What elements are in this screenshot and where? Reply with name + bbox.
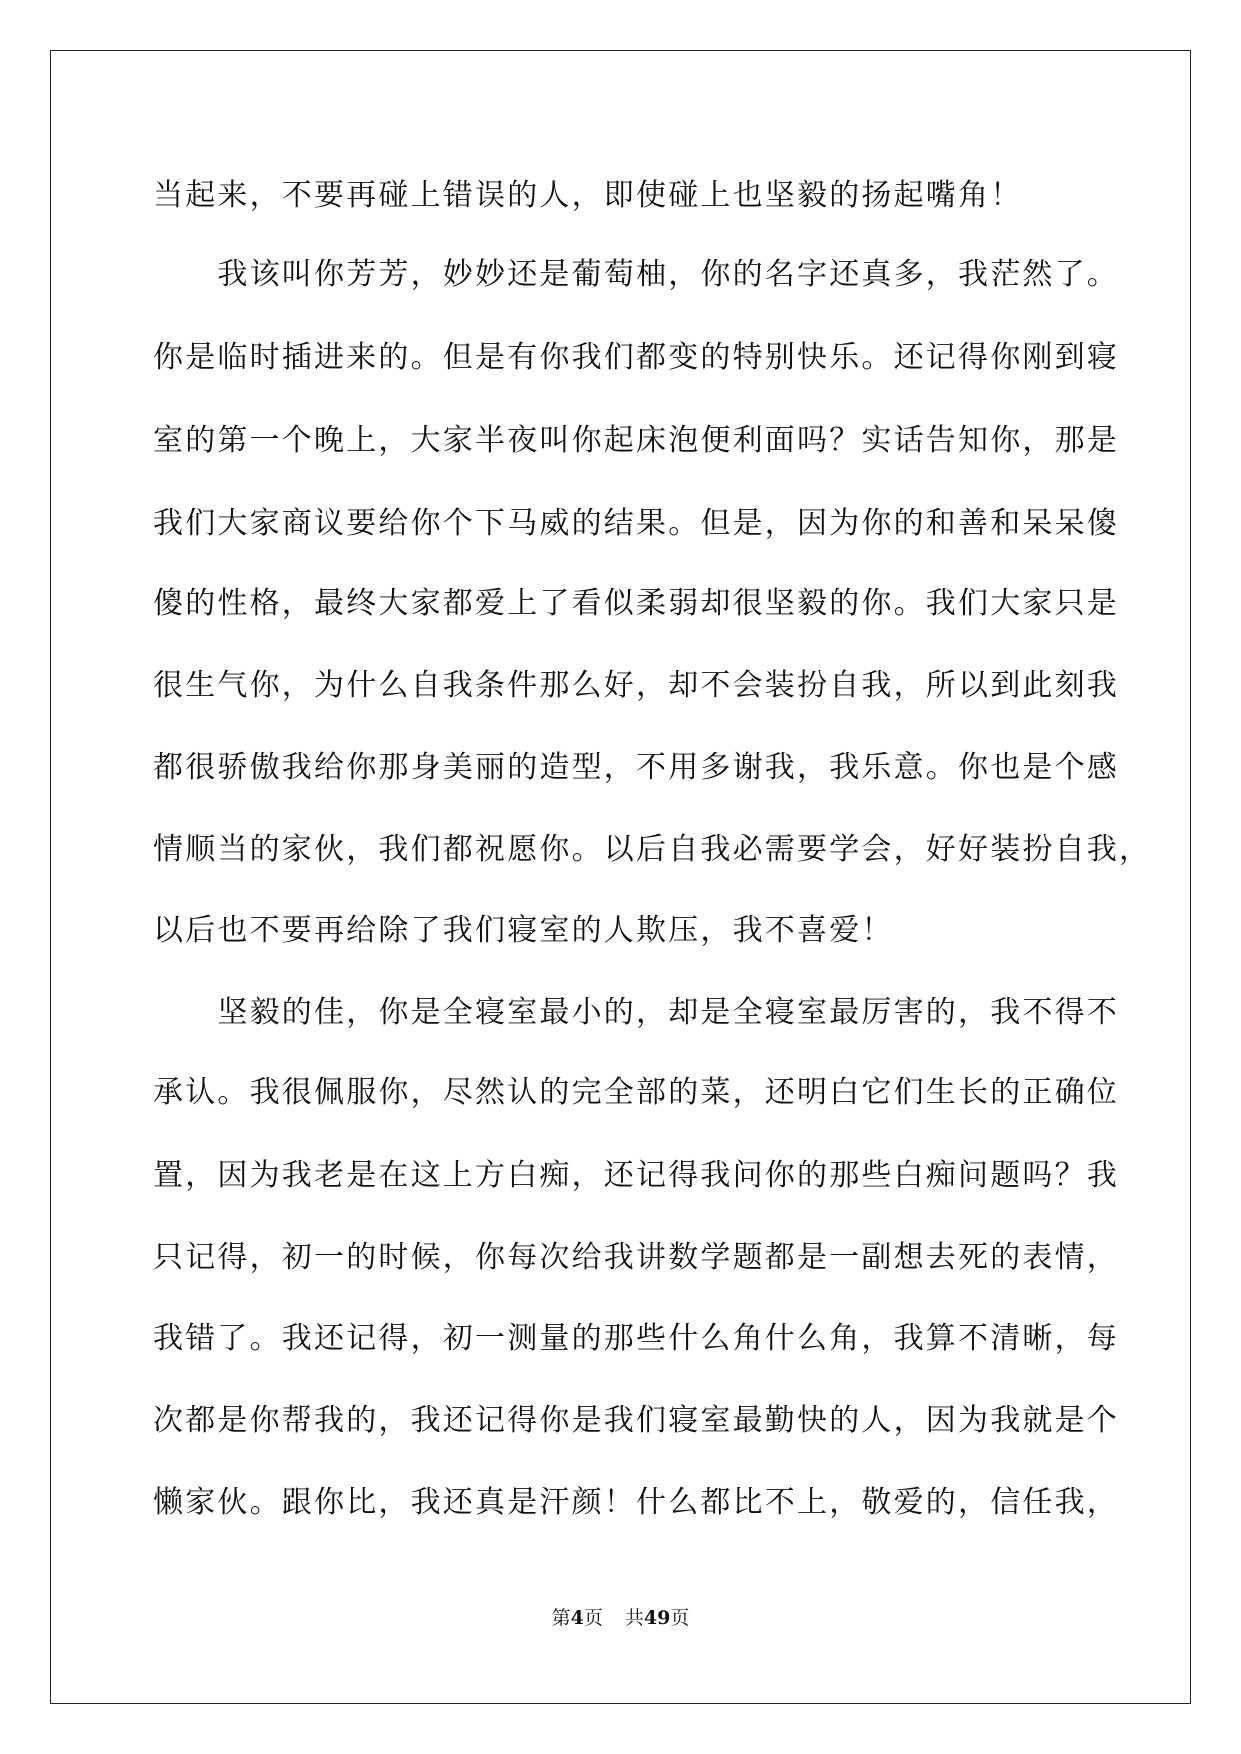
text-line: 次都是你帮我的，我还记得你是我们寝室最勤快的人，因为我就是个 <box>153 1403 1119 1438</box>
text-line: 都很骄傲我给你那身美丽的造型，不用多谢我，我乐意。你也是个感 <box>153 750 1119 785</box>
text-line: 情顺当的家伙，我们都祝愿你。以后自我必需要学会，好好装扮自我， <box>153 832 1152 867</box>
text-line: 我该叫你芳芳，妙妙还是葡萄柚，你的名字还真多，我茫然了。 <box>153 257 1119 292</box>
text-line: 我们大家商议要给你个下马威的结果。但是，因为你的和善和呆呆傻 <box>153 506 1119 541</box>
text-line: 傻的性格，最终大家都爱上了看似柔弱却很坚毅的你。我们大家只是 <box>153 586 1119 621</box>
page-suffix: 页 <box>583 1607 603 1629</box>
text-line: 室的第一个晚上，大家半夜叫你起床泡便利面吗？实话告知你，那是 <box>153 423 1119 458</box>
text-line: 只记得，初一的时候，你每次给我讲数学题都是一副想去死的表情， <box>153 1240 1119 1275</box>
page-border <box>50 50 1191 1704</box>
total-pages: 49 <box>643 1607 671 1629</box>
page-prefix: 第 <box>551 1607 571 1629</box>
text-line: 置，因为我老是在这上方白痴，还记得我问你的那些白痴问题吗？我 <box>153 1158 1119 1193</box>
total-prefix: 共 <box>624 1607 644 1629</box>
page-number: 4 <box>570 1607 584 1629</box>
text-line: 懒家伙。跟你比，我还真是汗颜！什么都比不上，敬爱的，信任我， <box>153 1485 1119 1520</box>
text-line: 你是临时插进来的。但是有你我们都变的特别快乐。还记得你刚到寝 <box>153 340 1119 375</box>
page-footer <box>0 1606 1241 1630</box>
text-line: 当起来，不要再碰上错误的人，即使碰上也坚毅的扬起嘴角！ <box>153 178 1023 213</box>
text-line: 承认。我很佩服你，尽然认的完全部的菜，还明白它们生长的正确位 <box>153 1075 1119 1110</box>
text-line: 坚毅的佳，你是全寝室最小的，却是全寝室最厉害的，我不得不 <box>153 995 1119 1030</box>
text-line: 很生气你，为什么自我条件那么好，却不会装扮自我，所以到此刻我 <box>153 668 1119 703</box>
total-suffix: 页 <box>670 1607 690 1629</box>
text-line: 以后也不要再给除了我们寝室的人欺压，我不喜爱！ <box>153 913 894 948</box>
text-line: 我错了。我还记得，初一测量的那些什么角什么角，我算不清晰，每 <box>153 1321 1119 1356</box>
